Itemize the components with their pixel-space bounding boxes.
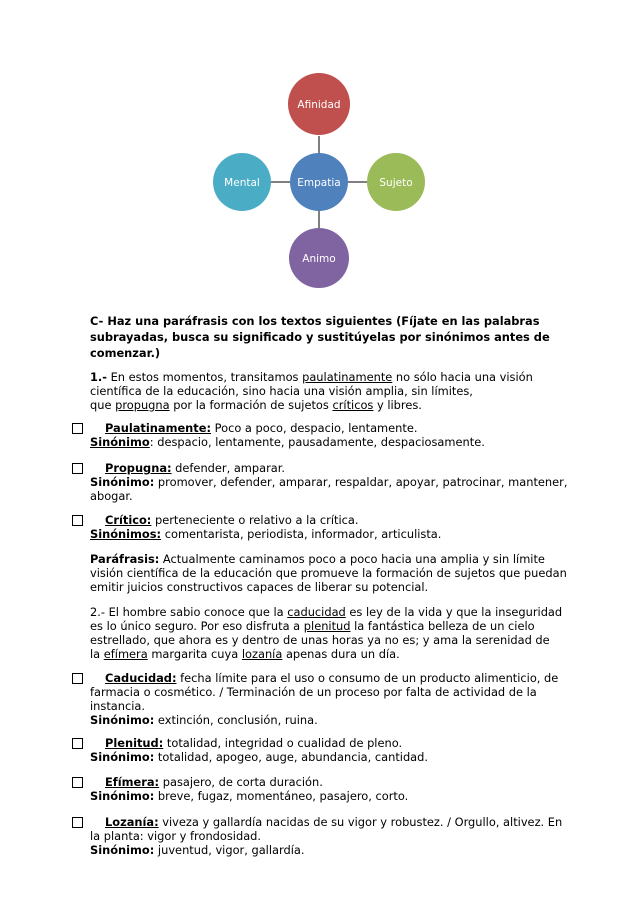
underlined-propugna: propugna <box>115 398 170 412</box>
text1-l3b: por la formación de sujetos <box>169 398 333 412</box>
text1-line-3 <box>90 398 422 412</box>
underlined-efimera: efímera <box>103 647 148 661</box>
node-left-label: Mental <box>224 177 260 189</box>
syn-lozania: juventud, vigor, gallardía. <box>154 843 305 857</box>
entry-paulatinamente-def <box>105 421 417 435</box>
def-paulatinamente: Poco a poco, despacio, lentamente. <box>211 421 418 435</box>
text1-l1b: no sólo hacia una visión <box>392 370 533 384</box>
entry-caducidad-def-1 <box>105 671 558 685</box>
parafrasis-line-1 <box>90 552 545 566</box>
entry-lozania-syn <box>90 843 304 857</box>
syn-plenitud: totalidad, apogeo, auge, abundancia, cantidad. <box>154 750 429 764</box>
text2-l1a: 2.- El hombre sabio conoce que la <box>90 605 288 619</box>
term-plenitud: Plenitud: <box>105 736 164 750</box>
syn-efimera: breve, fugaz, momentáneo, pasajero, corto. <box>154 789 409 803</box>
term-critico: Crítico: <box>105 513 152 527</box>
syn-label-lozania: Sinónimo: <box>90 843 155 857</box>
text1-l1a: En estos momentos, transitamos <box>106 370 303 384</box>
entry-caducidad-syn <box>90 713 318 727</box>
entry-propugna-syn-1 <box>90 475 567 489</box>
syn-label-paulatinamente: Sinónimo <box>90 435 150 449</box>
entry-critico-def <box>105 513 358 527</box>
term-paulatinamente: Paulatinamente: <box>105 421 212 435</box>
syn-label-critico: Sinónimos: <box>90 527 162 541</box>
instructions-line-3: comenzar.) <box>90 346 161 360</box>
checkbox-lozania[interactable] <box>72 817 83 828</box>
def-plenitud: totalidad, integridad o cualidad de pleno. <box>163 736 403 750</box>
syn-label-efimera: Sinónimo: <box>90 789 155 803</box>
syn-label-plenitud: Sinónimo: <box>90 750 155 764</box>
checkbox-plenitud[interactable] <box>72 738 83 749</box>
term-propugna: Propugna: <box>105 461 172 475</box>
entry-caducidad-def-3: instancia. <box>90 699 146 713</box>
def-caducidad-1: fecha límite para el uso o consumo de un producto alimenticio, de <box>176 671 559 685</box>
checkbox-propugna[interactable] <box>72 463 83 474</box>
entry-propugna-def <box>105 461 285 475</box>
text2-line-1 <box>90 605 562 619</box>
entry-efimera-def <box>105 775 323 789</box>
text2-line-4 <box>90 647 400 661</box>
instructions-line-1: C- Haz una paráfrasis con los textos siguientes (Fíjate en las palabras <box>90 314 540 328</box>
entry-lozania-def-1 <box>105 815 562 829</box>
parafrasis-label: Paráfrasis: <box>90 552 160 566</box>
underlined-caducidad: caducidad <box>287 605 346 619</box>
entry-critico-syn <box>90 527 441 541</box>
checkbox-efimera[interactable] <box>72 777 83 788</box>
underlined-criticos: críticos <box>332 398 374 412</box>
node-top-label: Afinidad <box>297 99 341 111</box>
def-propugna: defender, amparar. <box>171 461 286 475</box>
underlined-plenitud: plenitud <box>303 619 351 633</box>
text1-line-1 <box>90 370 533 384</box>
text2-l4c: apenas dura un día. <box>282 647 400 661</box>
node-center-label: Empatia <box>297 177 341 189</box>
def-efimera: pasajero, de corta duración. <box>159 775 323 789</box>
instructions-line-2: subrayadas, busca su significado y sustitúyelas por sinónimos antes de <box>90 330 550 344</box>
text2-l4a: la <box>90 647 104 661</box>
text1-l3a: que <box>90 398 116 412</box>
text2-l2b: la fantástica belleza de un cielo <box>350 619 535 633</box>
entry-plenitud-def <box>105 736 402 750</box>
text1-number: 1.- <box>90 370 107 384</box>
syn-propugna-1: promover, defender, amparar, respaldar, apoyar, patrocinar, mantener, <box>154 475 568 489</box>
checkbox-critico[interactable] <box>72 515 83 526</box>
entry-lozania-def-2: la planta: vigor y frondosidad. <box>90 829 262 843</box>
parafrasis-line-3: emitir juicios constructivos capaces de liberar su potencial. <box>90 580 429 594</box>
checkbox-caducidad[interactable] <box>72 673 83 684</box>
term-lozania: Lozanía: <box>105 815 159 829</box>
text2-l4b: margarita cuya <box>147 647 242 661</box>
syn-caducidad: extinción, conclusión, ruina. <box>154 713 318 727</box>
entry-propugna-syn-2: abogar. <box>90 489 133 503</box>
entry-efimera-syn <box>90 789 408 803</box>
term-caducidad: Caducidad: <box>105 671 177 685</box>
node-bottom-label: Animo <box>302 253 336 265</box>
text1-l3c: y libres. <box>373 398 422 412</box>
def-critico: perteneciente o relativo a la crítica. <box>151 513 359 527</box>
entry-plenitud-syn <box>90 750 428 764</box>
term-efimera: Efímera: <box>105 775 160 789</box>
def-lozania-1: viveza y gallardía nacidas de su vigor y robustez. / Orgullo, altivez. En <box>158 815 563 829</box>
text2-line-3: estrellado, que ahora es y dentro de unas horas ya no es; y ama la serenidad de <box>90 633 550 647</box>
checkbox-paulatinamente[interactable] <box>72 423 83 434</box>
syn-label-caducidad: Sinónimo: <box>90 713 155 727</box>
syn-paulatinamente: : despacio, lentamente, pausadamente, despaciosamente. <box>149 435 485 449</box>
underlined-lozania: lozanía <box>241 647 283 661</box>
parafrasis-l1: Actualmente caminamos poco a poco hacia una amplia y sin límite <box>159 552 545 566</box>
syn-critico: comentarista, periodista, informador, articulista. <box>161 527 442 541</box>
text2-line-2 <box>90 619 535 633</box>
parafrasis-line-2: visión científica de la educación que promueve la formación de sujetos que puedan <box>90 566 567 580</box>
text2-l2a: es lo único seguro. Por eso disfruta a <box>90 619 304 633</box>
text2-l1b: es ley de la vida y que la inseguridad <box>345 605 563 619</box>
text1-line-2: científica de la educación, sino hacia una visión amplia, sin límites, <box>90 384 473 398</box>
syn-label-propugna: Sinónimo: <box>90 475 155 489</box>
entry-paulatinamente-syn <box>90 435 485 449</box>
underlined-paulatinamente: paulatinamente <box>302 370 393 384</box>
node-right-label: Sujeto <box>379 177 413 189</box>
entry-caducidad-def-2: farmacia o cosmético. / Terminación de un proceso por falta de actividad de la <box>90 685 537 699</box>
